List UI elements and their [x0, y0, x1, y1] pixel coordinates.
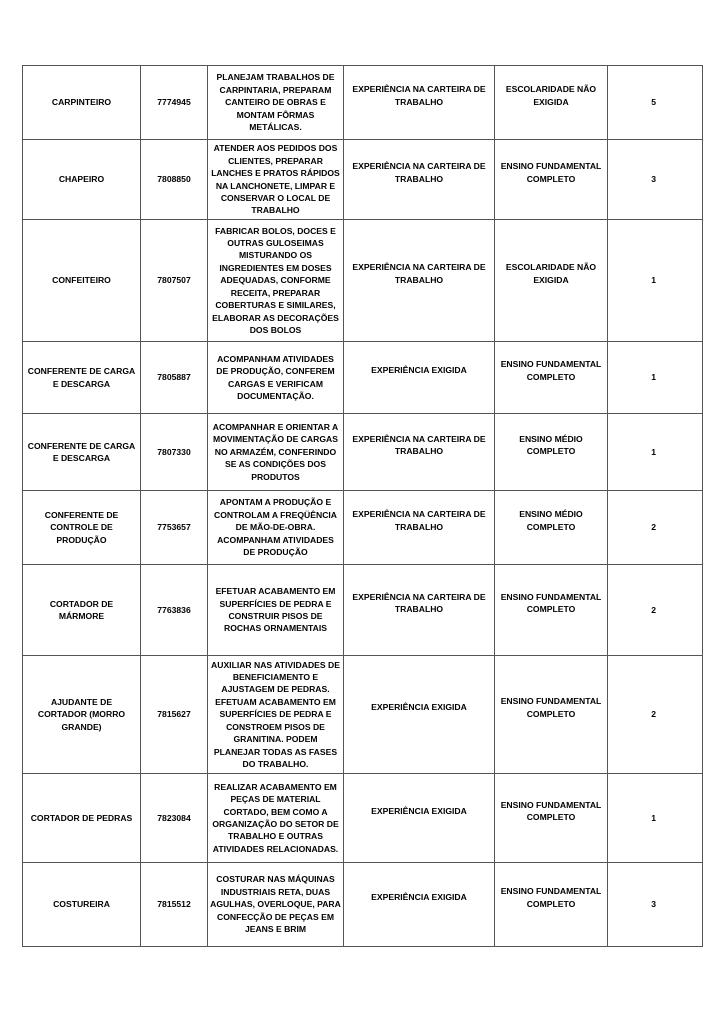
job-title-cell [23, 414, 141, 491]
table-body [23, 66, 703, 947]
table-row [23, 565, 703, 656]
experience-requirement-cell [344, 656, 495, 774]
education-requirement-cell-text: ENSINO MÉDIO COMPLETO [519, 433, 583, 456]
experience-requirement-cell-text: EXPERIÊNCIA EXIGIDA [371, 702, 467, 713]
experience-requirement-cell-text: EXPERIÊNCIA NA CARTEIRA DE TRABALHO [352, 591, 486, 614]
table-row [23, 656, 703, 774]
vacancy-count-cell-text: 2 [651, 709, 656, 720]
job-description-cell [208, 414, 344, 491]
job-code-cell [141, 66, 208, 140]
job-title-cell-text: COSTUREIRA [53, 899, 110, 910]
job-title-cell [23, 220, 141, 342]
experience-requirement-cell [344, 66, 495, 140]
job-title-cell-text: CONFERENTE DE CARGA E DESCARGA [27, 366, 136, 389]
education-requirement-cell [495, 220, 608, 342]
job-code-cell-text: 7808850 [157, 174, 191, 185]
job-code-cell-text: 7774945 [157, 97, 191, 108]
job-description-cell-text: EFETUAR ACABAMENTO EM SUPERFÍCIES DE PEDRA E CONSTRUIR PISOS DE ROCHAS ORNAMENTAIS [215, 586, 336, 634]
table-row [23, 66, 703, 140]
job-description-cell-text: AUXILIAR NAS ATIVIDADES DE BENEFICIAMENTO E AJUSTAGEM DE PEDRAS. EFETUAM ACABAMENTO EM SUPERFÍCIES DE PEDRA E CONSTROEM PISOS DE GRANITINA. PODEM PLANEJAR TODAS AS FASES DO TRABALHO. [211, 659, 340, 769]
education-requirement-cell-text: ENSINO MÉDIO COMPLETO [519, 509, 583, 532]
vacancy-count-cell [608, 774, 703, 863]
job-code-cell-text: 7823084 [157, 812, 191, 823]
education-requirement-cell [495, 342, 608, 414]
education-requirement-cell-text: ENSINO FUNDAMENTAL COMPLETO [500, 696, 602, 719]
job-vacancies-table [22, 65, 703, 947]
job-title-cell-text: CORTADOR DE MÁRMORE [49, 598, 114, 621]
vacancy-count-cell-text: 1 [651, 275, 656, 286]
job-title-cell [23, 342, 141, 414]
job-code-cell [141, 342, 208, 414]
experience-requirement-cell-text: EXPERIÊNCIA NA CARTEIRA DE TRABALHO [352, 262, 486, 285]
experience-requirement-cell [344, 414, 495, 491]
job-code-cell [141, 140, 208, 220]
vacancy-count-cell [608, 565, 703, 656]
job-title-cell [23, 774, 141, 863]
job-code-cell [141, 656, 208, 774]
vacancy-count-cell-text: 2 [651, 522, 656, 533]
job-title-cell-text: AJUDANTE DE CORTADOR (MORRO GRANDE) [37, 696, 126, 732]
education-requirement-cell [495, 491, 608, 565]
job-description-cell-text: REALIZAR ACABAMENTO EM PEÇAS DE MATERIAL CORTADO, BEM COMO A ORGANIZAÇÃO DO SETOR DE TRABALHO E OUTRAS ATIVIDADES RELACIONADAS. [212, 781, 339, 854]
vacancy-count-cell-text: 5 [651, 97, 656, 108]
job-code-cell-text: 7807330 [157, 446, 191, 457]
job-code-cell-text: 7815512 [157, 899, 191, 910]
job-title-cell [23, 491, 141, 565]
education-requirement-cell [495, 140, 608, 220]
vacancy-count-cell [608, 414, 703, 491]
job-title-cell-text: CARPINTEIRO [51, 97, 112, 108]
experience-requirement-cell [344, 565, 495, 656]
experience-requirement-cell-text: EXPERIÊNCIA NA CARTEIRA DE TRABALHO [352, 433, 486, 456]
job-description-cell-text: APONTAM A PRODUÇÃO E CONTROLAM A FREQÜÊNCIA DE MÃO-DE-OBRA. ACOMPANHAM ATIVIDADES DE PRODUÇÃO [213, 497, 337, 558]
job-description-cell-text: ACOMPANHAM ATIVIDADES DE PRODUÇÃO, CONFEREM CARGAS E VERIFICAM DOCUMENTAÇÃO. [216, 353, 335, 401]
vacancy-count-cell-text: 2 [651, 604, 656, 615]
education-requirement-cell-text: ESCOLARIDADE NÃO EXIGIDA [505, 84, 597, 107]
education-requirement-cell-text: ENSINO FUNDAMENTAL COMPLETO [500, 359, 602, 382]
table-row [23, 220, 703, 342]
experience-requirement-cell [344, 863, 495, 947]
education-requirement-cell [495, 656, 608, 774]
experience-requirement-cell-text: EXPERIÊNCIA NA CARTEIRA DE TRABALHO [352, 84, 486, 107]
vacancy-count-cell [608, 863, 703, 947]
job-description-cell-text: ACOMPANHAR E ORIENTAR A MOVIMENTAÇÃO DE CARGAS NO ARMAZÉM, CONFERINDO SE AS CONDIÇÕES DOS PRODUTOS [212, 421, 339, 482]
table-row [23, 414, 703, 491]
job-code-cell [141, 491, 208, 565]
job-description-cell [208, 66, 344, 140]
experience-requirement-cell-text: EXPERIÊNCIA EXIGIDA [371, 365, 467, 376]
experience-requirement-cell [344, 491, 495, 565]
job-description-cell-text: COSTURAR NAS MÁQUINAS INDUSTRIAIS RETA, DUAS AGULHAS, OVERLOQUE, PARA CONFECÇÃO DE PEÇAS EM JEANS E BRIM [210, 874, 341, 935]
job-code-cell [141, 565, 208, 656]
table-row [23, 342, 703, 414]
vacancy-count-cell [608, 66, 703, 140]
education-requirement-cell-text: ENSINO FUNDAMENTAL COMPLETO [500, 591, 602, 614]
vacancy-count-cell [608, 342, 703, 414]
job-code-cell [141, 863, 208, 947]
education-requirement-cell-text: ESCOLARIDADE NÃO EXIGIDA [505, 262, 597, 285]
job-description-cell-text: ATENDER AOS PEDIDOS DOS CLIENTES, PREPARAR LANCHES E PRATOS RÁPIDOS NA LANCHONETE, LIMPAR E CONSERVAR O LOCAL DE TRABALHO [211, 143, 340, 216]
experience-requirement-cell-text: EXPERIÊNCIA NA CARTEIRA DE TRABALHO [352, 509, 486, 532]
education-requirement-cell [495, 863, 608, 947]
job-title-cell [23, 863, 141, 947]
job-title-cell-text: CONFERENTE DE CARGA E DESCARGA [27, 440, 136, 463]
job-title-cell [23, 140, 141, 220]
job-title-cell-text: CORTADOR DE PEDRAS [30, 812, 133, 823]
job-description-cell [208, 656, 344, 774]
job-code-cell-text: 7763836 [157, 604, 191, 615]
experience-requirement-cell-text: EXPERIÊNCIA EXIGIDA [371, 892, 467, 903]
job-code-cell-text: 7807507 [157, 275, 191, 286]
table-row [23, 491, 703, 565]
job-code-cell-text: 7805887 [157, 372, 191, 383]
job-code-cell-text: 7815627 [157, 709, 191, 720]
job-description-cell [208, 565, 344, 656]
job-code-cell [141, 774, 208, 863]
vacancy-count-cell [608, 140, 703, 220]
vacancy-count-cell-text: 1 [651, 812, 656, 823]
experience-requirement-cell [344, 774, 495, 863]
job-description-cell [208, 491, 344, 565]
job-code-cell-text: 7753657 [157, 522, 191, 533]
job-title-cell-text: CHAPEIRO [58, 174, 105, 185]
job-code-cell [141, 414, 208, 491]
table-row [23, 774, 703, 863]
job-title-cell [23, 656, 141, 774]
vacancy-count-cell-text: 3 [651, 899, 656, 910]
experience-requirement-cell-text: EXPERIÊNCIA EXIGIDA [371, 805, 467, 816]
education-requirement-cell-text: ENSINO FUNDAMENTAL COMPLETO [500, 886, 602, 909]
vacancy-count-cell [608, 220, 703, 342]
job-description-cell-text: PLANEJAM TRABALHOS DE CARPINTARIA, PREPARAM CANTEIRO DE OBRAS E MONTAM FÔRMAS METÁLICAS. [216, 72, 335, 133]
experience-requirement-cell [344, 342, 495, 414]
vacancy-count-cell [608, 656, 703, 774]
experience-requirement-cell [344, 140, 495, 220]
vacancy-count-cell-text: 1 [651, 372, 656, 383]
education-requirement-cell-text: ENSINO FUNDAMENTAL COMPLETO [500, 161, 602, 184]
job-title-cell-text: CONFERENTE DE CONTROLE DE PRODUÇÃO [44, 509, 119, 545]
job-title-cell [23, 565, 141, 656]
experience-requirement-cell [344, 220, 495, 342]
job-title-cell [23, 66, 141, 140]
education-requirement-cell-text: ENSINO FUNDAMENTAL COMPLETO [500, 799, 602, 822]
table-row [23, 140, 703, 220]
job-description-cell [208, 342, 344, 414]
job-description-cell [208, 774, 344, 863]
experience-requirement-cell-text: EXPERIÊNCIA NA CARTEIRA DE TRABALHO [352, 161, 486, 184]
job-title-cell-text: CONFEITEIRO [52, 275, 111, 286]
education-requirement-cell [495, 66, 608, 140]
table-row [23, 863, 703, 947]
education-requirement-cell [495, 414, 608, 491]
job-description-cell [208, 863, 344, 947]
job-description-cell [208, 140, 344, 220]
job-code-cell [141, 220, 208, 342]
vacancy-count-cell [608, 491, 703, 565]
job-description-cell [208, 220, 344, 342]
job-description-cell-text: FABRICAR BOLOS, DOCES E OUTRAS GULOSEIMAS MISTURANDO OS INGREDIENTES EM DOSES ADEQUADAS, CONFORME RECEITA, PREPARAR COBERTURAS E SIMILARES, ELABORAR AS DECORAÇÕES DOS BOLOS [212, 225, 339, 335]
vacancy-count-cell-text: 1 [651, 446, 656, 457]
education-requirement-cell [495, 565, 608, 656]
vacancy-count-cell-text: 3 [651, 174, 656, 185]
education-requirement-cell [495, 774, 608, 863]
